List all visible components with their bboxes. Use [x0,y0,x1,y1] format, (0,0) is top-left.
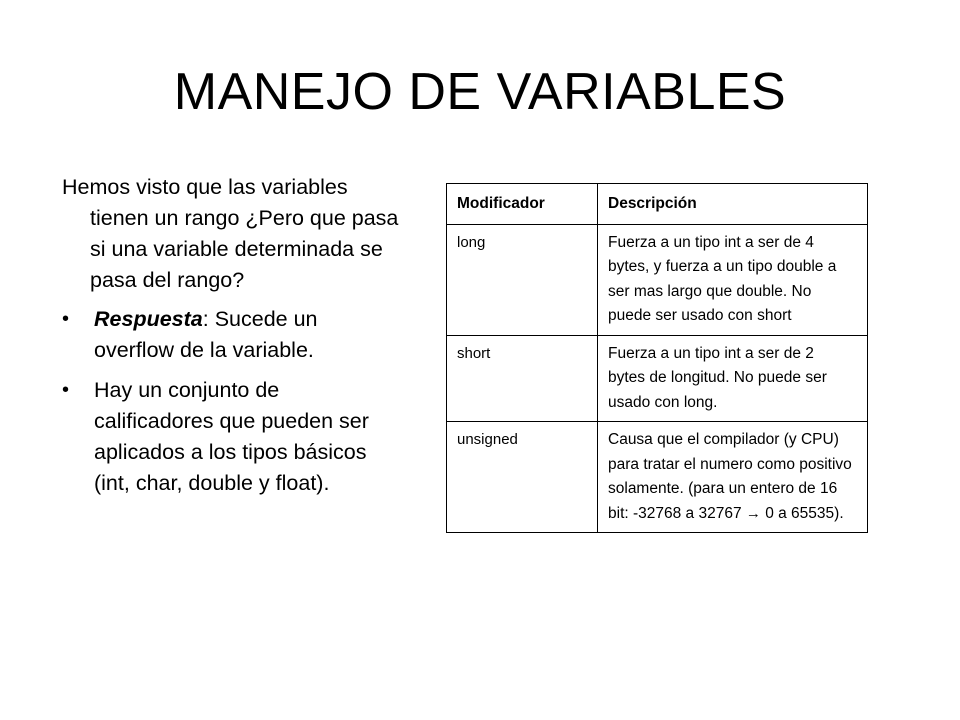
modifiers-table [446,183,868,533]
table-row [447,335,868,422]
description-part1: Causa que el compilador (y CPU) para tratar el numero como positivo solamente. (para un entero de 16 bit: -32768 a 32767 [608,431,852,522]
bullet-item [62,375,402,499]
modifier-cell: unsigned [447,422,598,533]
bullet-icon: • [62,308,70,330]
body-text [62,172,402,508]
slide-title: MANEJO DE VARIABLES [173,63,787,121]
right-arrow-icon: → [745,504,761,522]
bullet-icon: • [62,379,70,401]
answer-text: : Sucede un overflow de la variable. [94,307,318,362]
answer-label: Respuesta [94,307,203,331]
table-header-row [447,184,868,225]
description-cell [598,422,868,533]
modifier-cell: long [447,224,598,335]
description-cell: Fuerza a un tipo int a ser de 4 bytes, y fuerza a un tipo double a ser mas largo que double. No puede ser usado con short [598,224,868,335]
intro-paragraph: Hemos visto que las variables tienen un rango ¿Pero que pasa si una variable determinada se pasa del rango? [62,175,399,292]
header-modifier: Modificador [447,184,598,225]
bullet-list [62,304,402,499]
table-row [447,422,868,533]
header-description: Descripción [598,184,868,225]
description-cell: Fuerza a un tipo int a ser de 2 bytes de longitud. No puede ser usado con long. [598,335,868,422]
description-part2: 0 a 65535). [760,504,844,522]
qualifiers-text: Hay un conjunto de calificadores que pueden ser aplicados a los tipos básicos (int, char, double y float). [94,378,369,495]
modifier-cell: short [447,335,598,422]
table-row [447,224,868,335]
bullet-item [62,304,402,366]
